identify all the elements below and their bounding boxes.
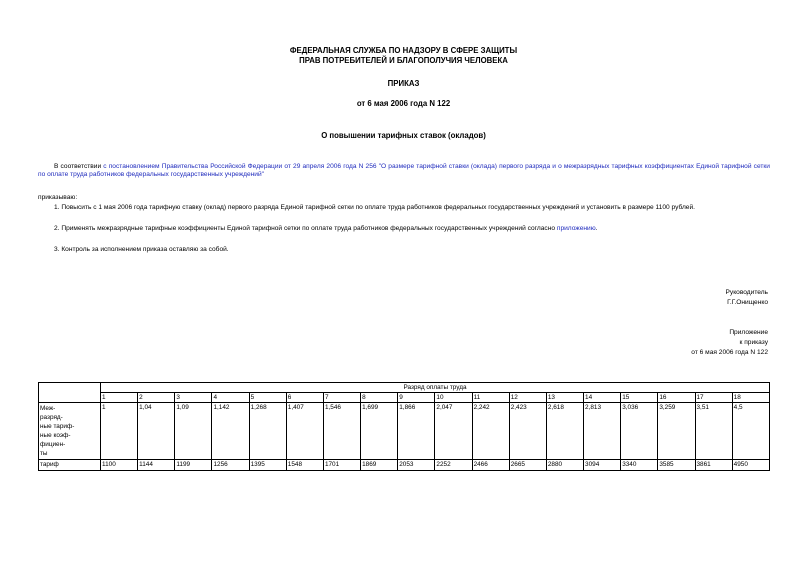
tariff-cell: 3340 [621, 460, 658, 470]
tariff-cell: 3585 [658, 460, 695, 470]
table-corner-cell [39, 383, 101, 403]
signature-block [726, 288, 768, 308]
grade-cell: 14 [584, 393, 621, 403]
grade-cell: 3 [175, 393, 212, 403]
appendix-link[interactable]: приложению [556, 225, 596, 232]
coefficient-cell: 2,813 [584, 403, 621, 460]
grade-cell: 15 [621, 393, 658, 403]
grade-cell: 16 [658, 393, 695, 403]
grade-cell: 12 [509, 393, 546, 403]
grade-cell: 4 [212, 393, 249, 403]
coefficient-cell: 1,866 [398, 403, 435, 460]
document-date: от 6 мая 2006 года N 122 [356, 99, 451, 108]
grade-cell: 13 [546, 393, 583, 403]
appendix-line-1: Приложение [729, 329, 768, 336]
coefficient-cell: 3,51 [695, 403, 732, 460]
coefficient-cell: 1,09 [175, 403, 212, 460]
appendix-line-3: от 6 мая 2006 года N 122 [691, 349, 768, 356]
grade-cell: 1 [101, 393, 138, 403]
tariff-cell: 3094 [584, 460, 621, 470]
coefficient-cell: 3,036 [621, 403, 658, 460]
document-title: О повышении тарифных ставок (окладов) [321, 131, 486, 140]
coefficient-cell: 2,047 [435, 403, 472, 460]
coefficient-cell: 1,04 [138, 403, 175, 460]
document-type: ПРИКАЗ [387, 79, 420, 88]
coefficient-cell: 1 [101, 403, 138, 460]
preamble [38, 163, 770, 180]
tariff-cell: 1869 [361, 460, 398, 470]
appendix-header [691, 328, 768, 358]
coefficients-label-line: разряд- [40, 414, 63, 422]
coefficients-label-line: фициен- [40, 441, 66, 449]
government-decree-link[interactable]: с постановлением Правительства Российской Федерации от 29 апреля 2006 года N 256 "О размере тарифной ставки (оклада) первого разряда и о межразрядных тарифных коэффициентах Единой тарифной сетки по оплате труда работников федеральных государственных учреждений" [38, 163, 770, 179]
grade-cell: 8 [361, 393, 398, 403]
table-group-header-row [39, 383, 770, 393]
grade-cell: 6 [286, 393, 323, 403]
table-grades-row [39, 393, 770, 403]
tariff-cell: 1548 [286, 460, 323, 470]
coefficient-cell: 1,407 [286, 403, 323, 460]
coefficients-label-line: Меж- [40, 405, 56, 413]
table-coefficients-row [39, 403, 770, 460]
coefficient-cell: 2,423 [509, 403, 546, 460]
coefficient-cell: 1,268 [249, 403, 286, 460]
grade-cell: 18 [732, 393, 769, 403]
order-word: приказываю: [38, 194, 78, 201]
tariff-cell: 1144 [138, 460, 175, 470]
order-item-2-text: 2. Применять межразрядные тарифные коэффициенты Единой тарифной сетки по оплате труда работников федеральных государственных учреждений согласно [54, 225, 556, 232]
table-tariffs-row [39, 460, 770, 470]
grade-cell: 11 [472, 393, 509, 403]
tariff-cell: 2665 [509, 460, 546, 470]
grade-cell: 7 [323, 393, 360, 403]
order-item-2 [54, 225, 770, 233]
tariff-cell: 1701 [323, 460, 360, 470]
coefficient-cell: 3,259 [658, 403, 695, 460]
order-item-2-period: . [595, 225, 598, 232]
grade-cell: 2 [138, 393, 175, 403]
tariff-cell: 1199 [175, 460, 212, 470]
signature-position: Руководитель [725, 289, 768, 296]
grade-group-header: Разряд оплаты труда [101, 383, 770, 393]
order-item-1: 1. Повысить с 1 мая 2006 года тарифную ставку (оклад) первого разряда Единой тарифной сетки по оплате труда работников федеральных государственных учреждений и установить в размере 1100 рублей. [54, 204, 695, 211]
tariff-cell: 2466 [472, 460, 509, 470]
grade-cell: 5 [249, 393, 286, 403]
tariff-cell: 1395 [249, 460, 286, 470]
grade-cell: 10 [435, 393, 472, 403]
signature-name: Г.Г.Онищенко [727, 299, 768, 306]
agency-name-line2: ПРАВ ПОТРЕБИТЕЛЕЙ И БЛАГОПОЛУЧИЯ ЧЕЛОВЕКА [299, 56, 508, 65]
coefficient-cell: 2,618 [546, 403, 583, 460]
preamble-lead: В соответствии [54, 163, 102, 170]
coefficient-cell: 2,242 [472, 403, 509, 460]
grade-cell: 17 [695, 393, 732, 403]
coefficient-cell: 4,5 [732, 403, 769, 460]
tariff-coefficients-table [38, 382, 770, 471]
tariff-cell: 2252 [435, 460, 472, 470]
tariff-cell: 2053 [398, 460, 435, 470]
coefficients-label-line: ные тариф- [40, 423, 75, 431]
tariff-cell: 1256 [212, 460, 249, 470]
coefficients-label-line: ты [40, 450, 48, 458]
tariff-label: тариф [39, 460, 101, 470]
order-item-3: 3. Контроль за исполнением приказа оставляю за собой. [54, 246, 229, 253]
coefficient-cell: 1,546 [323, 403, 360, 460]
tariff-cell: 3861 [695, 460, 732, 470]
tariff-cell: 4950 [732, 460, 769, 470]
grade-cell: 9 [398, 393, 435, 403]
agency-name-line1: ФЕДЕРАЛЬНАЯ СЛУЖБА ПО НАДЗОРУ В СФЕРЕ ЗАЩИТЫ [289, 46, 518, 55]
coefficient-cell: 1,142 [212, 403, 249, 460]
coefficients-label [39, 403, 101, 460]
tariff-cell: 1100 [101, 460, 138, 470]
coefficients-label-line: ные коэф- [40, 432, 71, 440]
appendix-line-2: к приказу [739, 339, 768, 346]
tariff-cell: 2880 [546, 460, 583, 470]
coefficient-cell: 1,699 [361, 403, 398, 460]
